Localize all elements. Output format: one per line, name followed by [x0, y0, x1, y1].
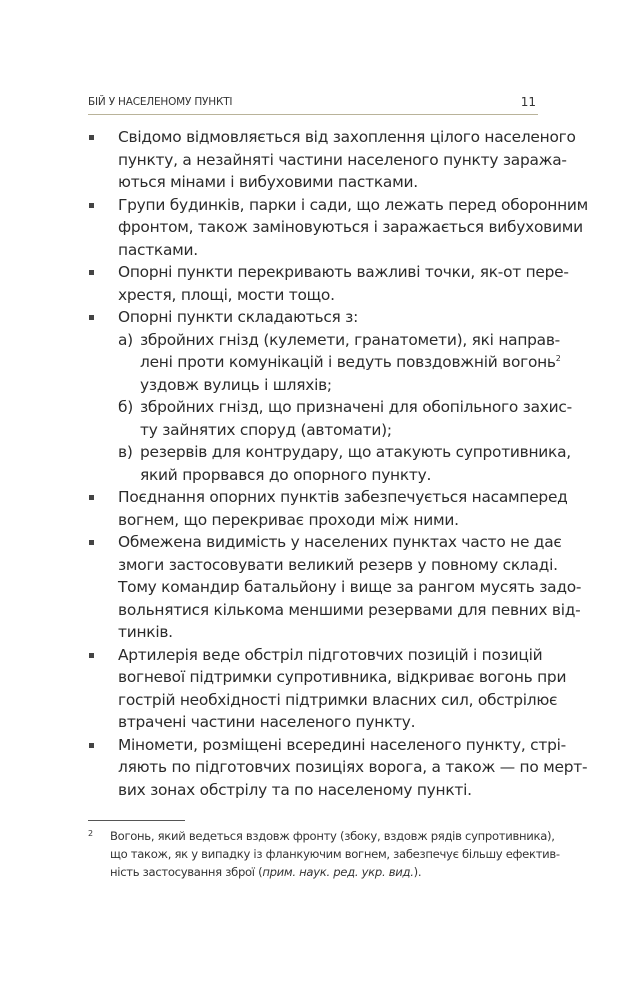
- text-line: [118, 666, 567, 689]
- text-line: [118, 171, 538, 194]
- text-line: [118, 779, 538, 802]
- text-line: [118, 194, 589, 217]
- text-line: [140, 396, 572, 419]
- line-text: Міномети, розміщені всередині населеного пункту, стрі-: [118, 735, 566, 754]
- line-text: втрачені частини населеного пункту.: [118, 713, 416, 731]
- line-text: ються мінами і вибуховими пастками.: [118, 173, 418, 191]
- text-line: [118, 126, 576, 149]
- text-line: [140, 464, 538, 487]
- text-line: [118, 554, 558, 577]
- text-line: [118, 284, 538, 307]
- bullet-item: [88, 531, 582, 644]
- line-text: який прорвався до опорного пункту.: [140, 465, 432, 484]
- bullet-icon: [89, 743, 94, 748]
- line-text: Артилерія веде обстріл підготовчих позицій і позицій: [118, 645, 543, 664]
- page-number: 11: [520, 95, 536, 109]
- text-line: [118, 531, 562, 554]
- line-text: Обмежена видимість у населених пунктах часто не дає: [118, 533, 562, 551]
- text-line: [118, 486, 568, 509]
- bullet-item: [88, 194, 589, 262]
- footnote-ref[interactable]: 2: [555, 354, 561, 363]
- sub-item: [88, 329, 561, 397]
- line-text: збройних гнізд, що призначені для обопільного захис-: [140, 398, 572, 416]
- bullet-item: [88, 261, 569, 306]
- line-text: уздовж вулиць і шляхів;: [140, 375, 332, 394]
- bullet-icon: [89, 495, 94, 500]
- line-text: лені проти комунікацій і ведуть повздовжній вогонь: [140, 353, 556, 371]
- running-title: БІЙ У НАСЕЛЕНОМУ ПУНКТІ: [88, 96, 233, 108]
- text-line: [118, 711, 538, 734]
- line-text: Опорні пункти перекривають важливі точки, як-от пере-: [118, 263, 569, 281]
- bullet-item: [88, 644, 567, 734]
- text-line: [140, 374, 538, 397]
- sub-item: [88, 396, 572, 441]
- line-text: Групи будинків, парки і сади, що лежать перед оборонним: [118, 195, 589, 214]
- bullet-icon: [89, 270, 94, 275]
- bullet-icon: [89, 653, 94, 658]
- text-line: [118, 149, 567, 172]
- footnote-line: що також, як у випадку із фланкуючим вогнем, забезпечує більшу ефектив-: [110, 847, 560, 861]
- body-text: [88, 126, 589, 801]
- text-line: [118, 261, 569, 284]
- line-text: Свідомо відмовляється від захоплення цілого населеного: [118, 128, 576, 146]
- text-line: [118, 576, 582, 599]
- text-line: [118, 599, 581, 622]
- line-text: ляють по підготовчих позиціях ворога, а також — по мерт-: [118, 758, 588, 776]
- bullet-icon: [89, 540, 94, 545]
- footnote-line: Вогонь, який ведеться вздовж фронту (збоку, вздовж рядів супротивника),: [110, 829, 555, 843]
- footnote-editor-note: прим. наук. ред. укр. вид.: [262, 865, 414, 879]
- line-text: ту зайнятих споруд (автомати);: [140, 420, 392, 439]
- text-line: [140, 329, 560, 352]
- text-line: [118, 756, 588, 779]
- text-line: [140, 419, 538, 442]
- line-text: хрестя, площі, мости тощо.: [118, 285, 335, 304]
- line-text: резервів для контрудару, що атакують супротивника,: [140, 443, 571, 461]
- text-line: [118, 621, 538, 644]
- bullet-item: [88, 306, 538, 329]
- footnote-line: [110, 863, 538, 881]
- footnote: [88, 827, 560, 881]
- line-text: вольнятися кількома меншими резервами для певних від-: [118, 600, 581, 619]
- text-line: [118, 734, 566, 757]
- line-text: Опорні пункти складаються з:: [118, 308, 359, 326]
- footnote-text: ність застосування зброї (: [110, 865, 263, 879]
- bullet-icon: [89, 203, 94, 208]
- sub-item: [88, 441, 571, 486]
- text-line: [118, 216, 583, 239]
- bullet-item: [88, 734, 588, 802]
- footnote-divider: [88, 820, 185, 821]
- line-text: тинків.: [118, 623, 173, 641]
- text-line: [118, 306, 538, 329]
- line-text: пункту, а незайняті частини населеного пункту заража-: [118, 150, 567, 169]
- bullet-icon: [89, 135, 94, 140]
- sub-item-letter: б): [118, 398, 133, 416]
- line-text: пастками.: [118, 240, 198, 259]
- text-line: [140, 441, 571, 464]
- line-text: гострій необхідності підтримки власних сил, обстрілює: [118, 690, 558, 709]
- sub-item-letter: в): [118, 443, 133, 461]
- line-text: вих зонах обстрілу та по населеному пункті.: [118, 780, 472, 799]
- line-text: Поєднання опорних пунктів забезпечується насамперед: [118, 488, 568, 506]
- text-line: [118, 689, 558, 712]
- text-line: [118, 509, 538, 532]
- line-text: Тому командир батальйону і вище за рангом мусять задо-: [118, 578, 582, 596]
- text-line: [140, 351, 561, 374]
- sub-item-letter: а): [118, 330, 133, 349]
- line-text: змоги застосовувати великий резерв у повному складі.: [118, 555, 558, 574]
- bullet-item: [88, 126, 576, 194]
- text-line: [118, 239, 538, 262]
- line-text: фронтом, також заміновуються і заражається вибуховими: [118, 218, 583, 236]
- line-text: збройних гнізд (кулемети, гранатомети), які направ-: [140, 330, 560, 349]
- footnote-text: ).: [413, 865, 422, 879]
- bullet-item: [88, 486, 568, 531]
- line-text: вогневої підтримки супротивника, відкриває вогонь при: [118, 668, 567, 686]
- text-line: [118, 644, 543, 667]
- footnote-mark: 2: [88, 829, 93, 838]
- running-header: [88, 94, 538, 115]
- bullet-icon: [89, 315, 94, 320]
- line-text: вогнем, що перекриває проходи між ними.: [118, 510, 459, 529]
